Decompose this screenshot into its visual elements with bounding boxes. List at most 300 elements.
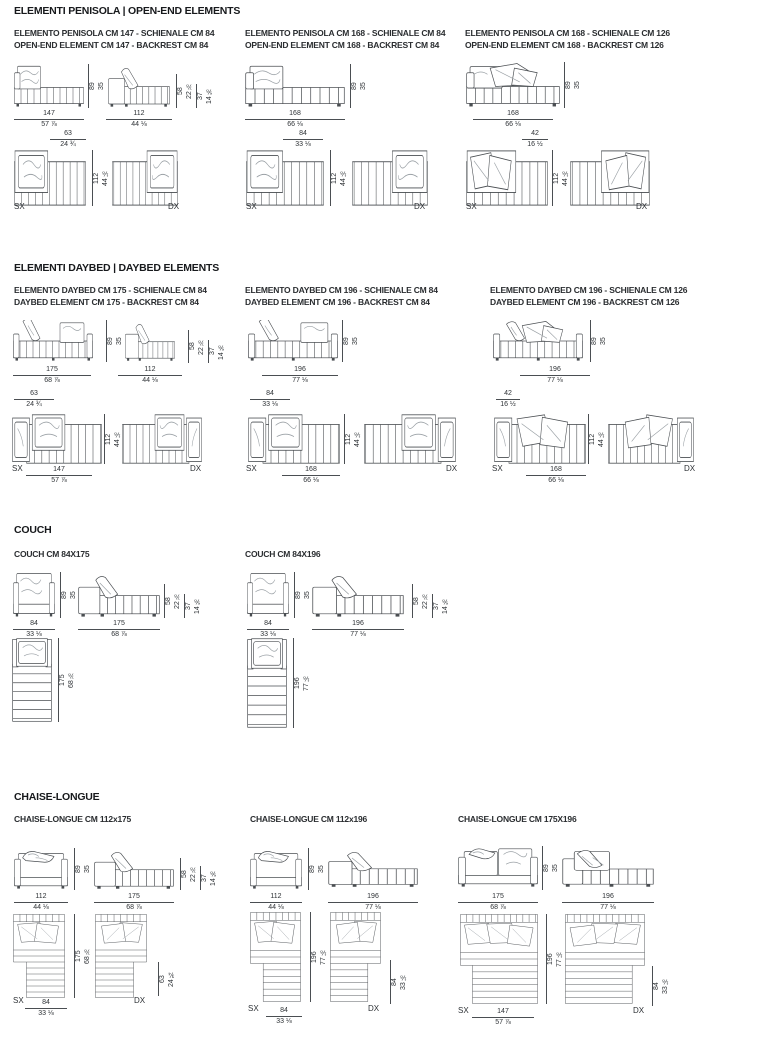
dim-cm: 58: [165, 597, 172, 605]
dim-in: 57 ⅞: [41, 121, 57, 128]
dim-cm: 58: [413, 597, 420, 605]
dim-in: 33 ⅛: [38, 1010, 54, 1017]
elevation-front-drawing: [13, 572, 55, 618]
offset-dimension: [283, 130, 323, 149]
depth-dimension: [293, 638, 312, 728]
dimension-line: [312, 629, 404, 630]
plan-dx-drawing: [565, 914, 645, 1004]
elevation-side-drawing: [328, 852, 418, 888]
item-title-line1: ELEMENTO DAYBED CM 175 - SCHIENALE CM 84: [14, 285, 207, 295]
dimension-line: [282, 475, 340, 476]
dim-in: 77 ⅛: [320, 948, 327, 966]
dim-in: 35: [352, 337, 359, 345]
depth-dimension: [330, 150, 349, 206]
width-dimension: [562, 893, 654, 912]
width-dimension: [13, 620, 55, 639]
dim-cm: 112: [345, 433, 352, 445]
width-dimension: [118, 366, 182, 385]
dimension-line: [520, 375, 590, 376]
plan-dx-drawing: [570, 150, 650, 206]
depth-dimension: [104, 414, 123, 464]
dim-cm: 58: [181, 870, 188, 878]
plan-width-dimension: [266, 1007, 302, 1026]
dim-in: 22 ⅞: [186, 82, 193, 100]
plan-sx-drawing: [466, 150, 548, 206]
height-dimension: [88, 64, 107, 108]
height-dimension: [106, 320, 125, 362]
dim-cm: 63: [30, 390, 38, 397]
dim-in: 33 ⅛: [26, 631, 42, 638]
elevation-side-drawing: [78, 576, 160, 618]
dim-in: 33 ⅛: [276, 1018, 292, 1025]
item-title-line1: CHAISE-LONGUE CM 112x196: [250, 814, 368, 824]
plan-sx-drawing: [246, 150, 324, 206]
dim-in: 16 ½: [527, 141, 543, 148]
plan-dx-drawing: [95, 914, 147, 998]
dim-in: 77 ⅛: [547, 377, 563, 384]
dim-cm: 112: [553, 172, 560, 184]
dim-cm: 37: [209, 347, 216, 356]
dx-label: DX: [684, 464, 696, 473]
dim-cm: 112: [133, 110, 145, 117]
width-dimension: [13, 366, 91, 385]
dimension-line: [262, 375, 338, 376]
dim-in: 14 ⅝: [442, 597, 449, 615]
depth-dimension: [74, 914, 93, 998]
dx-label: DX: [636, 202, 648, 211]
dim-in: 68 ⅞: [126, 904, 142, 911]
dim-cm: 147: [497, 1008, 509, 1015]
dim-cm: 196: [294, 366, 306, 373]
dim-in: 22 ⅞: [422, 592, 429, 610]
dim-cm: 89: [295, 591, 302, 599]
dimension-line: [25, 1008, 67, 1009]
dim-cm: 89: [75, 865, 82, 873]
sx-label: SX: [492, 464, 503, 473]
section-header: CHAISE-LONGUE: [14, 791, 100, 803]
elevation-side-drawing: [312, 576, 404, 618]
dim-cm: 168: [550, 466, 562, 473]
dim-in: 35: [552, 864, 559, 872]
plan-dx-drawing: [122, 414, 202, 464]
width-dimension: [78, 620, 160, 639]
dimension-line: [13, 629, 55, 630]
dim-cm: 147: [43, 110, 55, 117]
sx-label: SX: [458, 1006, 469, 1015]
dim-cm: 89: [107, 337, 114, 345]
dimension-line: [245, 119, 345, 120]
dim-cm: 89: [89, 82, 96, 90]
depth-dimension: [552, 150, 571, 206]
plan-sx-drawing: [460, 914, 538, 1004]
item-title-line1: COUCH CM 84X196: [245, 549, 321, 559]
dim-cm: 175: [113, 620, 125, 627]
dim-in: 44 ⅛: [33, 904, 49, 911]
dim-in: 68 ⅞: [44, 377, 60, 384]
item-title-line1: ELEMENTO DAYBED CM 196 - SCHIENALE CM 84: [245, 285, 438, 295]
plan-sx-drawing: [14, 150, 86, 206]
section-header: ELEMENTI DAYBED | DAYBED ELEMENTS: [14, 262, 220, 274]
dim-in: 14 ⅝: [206, 87, 213, 105]
item-title-line1: COUCH CM 84X175: [14, 549, 90, 559]
dimension-line: [14, 399, 54, 400]
dimension-line: [250, 902, 302, 903]
seat-height-dimension: [180, 858, 199, 890]
dimension-line: [522, 139, 548, 140]
dim-in: 22 ⅞: [190, 865, 197, 883]
dim-in: 44 ⅛: [598, 430, 605, 448]
seat-height-dimension: [184, 594, 203, 618]
dim-in: 66 ⅛: [548, 477, 564, 484]
seat-height-dimension: [176, 74, 195, 108]
dim-in: 35: [84, 865, 91, 873]
width-dimension: [312, 620, 404, 639]
dim-in: 35: [600, 337, 607, 345]
width-dimension: [14, 893, 68, 912]
dim-in: 35: [574, 81, 581, 89]
height-dimension: [342, 320, 361, 362]
sx-label: SX: [248, 1004, 259, 1013]
offset-dimension: [250, 390, 290, 409]
offset-dimension: [14, 390, 54, 409]
offset-dimension: [522, 130, 548, 149]
dimension-line: [328, 902, 418, 903]
width-dimension: [14, 110, 84, 129]
width-dimension: [520, 366, 590, 385]
width-dimension: [106, 110, 172, 129]
sx-label: SX: [466, 202, 477, 211]
width-dimension: [247, 620, 289, 639]
dim-in: 44 ⅛: [268, 904, 284, 911]
height-dimension: [590, 320, 609, 362]
dim-in: 68 ⅞: [111, 631, 127, 638]
sx-label: SX: [14, 202, 25, 211]
item-title-line1: CHAISE-LONGUE CM 175X196: [458, 814, 577, 824]
dimension-line: [562, 902, 654, 903]
dim-cm: 112: [105, 433, 112, 445]
dim-cm: 196: [547, 953, 554, 965]
plan-dx-drawing: [352, 150, 428, 206]
dim-cm: 196: [367, 893, 379, 900]
dx-label: DX: [190, 464, 202, 473]
sx-label: SX: [12, 464, 23, 473]
dim-in: 22 ⅞: [174, 592, 181, 610]
dim-cm: 84: [299, 130, 307, 137]
extension-dimension: [158, 962, 177, 996]
dim-cm: 196: [602, 893, 614, 900]
dim-cm: 84: [391, 978, 398, 986]
seat-height-dimension: [164, 584, 183, 618]
elevation-front-drawing: [14, 64, 84, 108]
dim-in: 33 ⅛: [400, 973, 407, 991]
dim-in: 44 ⅛: [142, 377, 158, 384]
dim-cm: 168: [289, 110, 301, 117]
width-dimension: [94, 893, 174, 912]
dim-cm: 196: [294, 677, 301, 689]
dimension-line: [266, 1016, 302, 1017]
dim-cm: 89: [351, 82, 358, 90]
dim-cm: 112: [35, 893, 47, 900]
elevation-side-drawing: [94, 852, 174, 890]
dim-in: 77 ⅛: [556, 950, 563, 968]
dim-in: 35: [304, 591, 311, 599]
plan-dx-drawing: [608, 414, 694, 464]
dim-cm: 84: [280, 1007, 288, 1014]
dim-cm: 63: [64, 130, 72, 137]
plan-dx-drawing: [364, 414, 456, 464]
height-dimension: [294, 572, 313, 618]
dim-cm: 112: [589, 433, 596, 445]
dx-label: DX: [633, 1006, 645, 1015]
dim-in: 33 ⅛: [260, 631, 276, 638]
dim-cm: 168: [507, 110, 519, 117]
dim-cm: 112: [93, 172, 100, 184]
dim-cm: 89: [61, 591, 68, 599]
offset-dimension: [496, 390, 520, 409]
dim-cm: 147: [53, 466, 65, 473]
elevation-side-drawing: [125, 324, 175, 362]
dimension-line: [250, 399, 290, 400]
dx-label: DX: [368, 1004, 380, 1013]
elevation-front-drawing: [250, 848, 302, 890]
dim-in: 33 ⅛: [262, 401, 278, 408]
depth-dimension: [92, 150, 111, 206]
dim-in: 33 ⅛: [295, 141, 311, 148]
width-dimension: [250, 893, 302, 912]
dimension-line: [458, 902, 538, 903]
dim-cm: 196: [352, 620, 364, 627]
dim-cm: 84: [42, 999, 50, 1006]
dim-cm: 63: [159, 975, 166, 983]
width-dimension: [458, 893, 538, 912]
sx-label: SX: [13, 996, 24, 1005]
dim-in: 33 ⅛: [662, 977, 669, 995]
elevation-front-drawing: [466, 62, 560, 108]
seat-height-dimension: [208, 340, 227, 363]
dim-cm: 37: [197, 92, 204, 100]
width-dimension: [328, 893, 418, 912]
dim-in: 24 ¾: [26, 401, 42, 408]
item-title-line2: OPEN-END ELEMENT CM 168 - BACKREST CM 84: [245, 40, 440, 50]
width-dimension: [473, 110, 553, 129]
dim-in: 24 ¾: [168, 970, 175, 988]
offset-dimension: [50, 130, 86, 149]
depth-dimension: [58, 638, 77, 722]
plan-sx-drawing: [12, 414, 102, 464]
section-header: ELEMENTI PENISOLA | OPEN-END ELEMENTS: [14, 5, 241, 17]
dim-in: 77 ⅛: [350, 631, 366, 638]
dim-in: 14 ⅝: [194, 597, 201, 615]
dx-label: DX: [134, 996, 146, 1005]
plan-width-dimension: [26, 466, 92, 485]
dimension-line: [14, 902, 68, 903]
dim-cm: 37: [185, 602, 192, 610]
dim-in: 57 ⅞: [495, 1019, 511, 1026]
dim-cm: 42: [504, 390, 512, 397]
dim-in: 77 ⅛: [292, 377, 308, 384]
dim-cm: 37: [201, 874, 208, 882]
item-title-line1: ELEMENTO PENISOLA CM 168 - SCHIENALE CM 84: [245, 28, 446, 38]
dimension-line: [26, 475, 92, 476]
dim-in: 35: [116, 337, 123, 345]
dim-in: 35: [98, 82, 105, 90]
seat-height-dimension: [432, 594, 451, 618]
dim-in: 44 ⅛: [354, 430, 361, 448]
elevation-front-drawing: [14, 848, 68, 890]
dim-cm: 37: [433, 602, 440, 610]
dimension-line: [50, 139, 86, 140]
dim-in: 66 ⅛: [287, 121, 303, 128]
plan-width-dimension: [472, 1008, 534, 1027]
dimension-line: [472, 1017, 534, 1018]
plan-dx-drawing: [330, 912, 381, 1002]
elevation-front-drawing: [248, 320, 338, 362]
depth-dimension: [344, 414, 363, 464]
height-dimension: [564, 62, 583, 108]
elevation-front-drawing: [458, 846, 538, 888]
dim-cm: 89: [565, 81, 572, 89]
item-title-line2: DAYBED ELEMENT CM 175 - BACKREST CM 84: [14, 297, 199, 307]
dim-cm: 175: [492, 893, 504, 900]
elevation-side-drawing: [108, 68, 170, 108]
item-title-line1: ELEMENTO DAYBED CM 196 - SCHIENALE CM 126: [490, 285, 688, 295]
dimension-line: [106, 119, 172, 120]
dx-label: DX: [414, 202, 426, 211]
sx-label: SX: [246, 202, 257, 211]
dim-in: 44 ⅛: [340, 169, 347, 187]
dim-in: 14 ⅝: [210, 869, 217, 887]
dim-in: 44 ⅛: [114, 430, 121, 448]
dimension-line: [473, 119, 553, 120]
width-dimension: [245, 110, 345, 129]
dimension-line: [14, 119, 84, 120]
elevation-side-drawing: [562, 850, 654, 888]
dx-label: DX: [168, 202, 180, 211]
height-dimension: [350, 64, 369, 108]
dim-cm: 175: [128, 893, 140, 900]
height-dimension: [542, 846, 561, 890]
item-title-line2: OPEN-END ELEMENT CM 168 - BACKREST CM 126: [465, 40, 664, 50]
extension-dimension: [390, 960, 409, 1004]
dim-in: 35: [360, 82, 367, 90]
plan-sx-drawing: [250, 912, 301, 1002]
dim-in: 68 ⅞: [490, 904, 506, 911]
seat-height-dimension: [412, 584, 431, 618]
dim-cm: 196: [311, 951, 318, 963]
dx-label: DX: [446, 464, 458, 473]
dim-cm: 175: [59, 674, 66, 686]
item-title-line1: ELEMENTO PENISOLA CM 147 - SCHIENALE CM 84: [14, 28, 215, 38]
item-title-line2: OPEN-END ELEMENT CM 147 - BACKREST CM 84: [14, 40, 209, 50]
dim-in: 14 ⅝: [218, 343, 225, 360]
dim-in: 77 ⅛: [600, 904, 616, 911]
plan-sx-drawing: [248, 414, 340, 464]
dim-cm: 58: [177, 87, 184, 95]
dim-cm: 89: [543, 864, 550, 872]
dim-cm: 89: [591, 337, 598, 345]
plan-width-dimension: [25, 999, 67, 1018]
plan-drawing: [247, 638, 287, 728]
dimension-line: [94, 902, 174, 903]
elevation-front-drawing: [13, 320, 93, 362]
dim-in: 68 ⅞: [68, 671, 75, 689]
plan-drawing: [12, 638, 52, 722]
extension-dimension: [652, 966, 671, 1006]
dim-cm: 175: [46, 366, 58, 373]
dim-in: 35: [318, 865, 325, 873]
dimension-line: [118, 375, 182, 376]
dim-cm: 58: [189, 342, 196, 351]
seat-height-dimension: [200, 866, 219, 890]
seat-height-dimension: [196, 84, 215, 108]
dim-cm: 84: [653, 982, 660, 990]
plan-width-dimension: [282, 466, 340, 485]
dim-in: 35: [70, 591, 77, 599]
height-dimension: [60, 572, 79, 618]
dim-cm: 84: [266, 390, 274, 397]
depth-dimension: [546, 914, 565, 1004]
dim-in: 68 ⅞: [84, 947, 91, 965]
sx-label: SX: [246, 464, 257, 473]
dimension-line: [283, 139, 323, 140]
dimension-line: [247, 629, 289, 630]
item-title-line1: CHAISE-LONGUE CM 112x175: [14, 814, 132, 824]
dim-in: 16 ½: [500, 401, 516, 408]
dim-in: 66 ⅛: [505, 121, 521, 128]
elevation-front-drawing: [493, 320, 583, 362]
width-dimension: [262, 366, 338, 385]
dim-cm: 112: [331, 172, 338, 184]
dim-in: 66 ⅛: [303, 477, 319, 484]
depth-dimension: [310, 912, 329, 1002]
dim-in: 57 ⅞: [51, 477, 67, 484]
dim-in: 77 ⅛: [303, 674, 310, 692]
dim-in: 22 ⅞: [198, 338, 205, 355]
item-title-line1: ELEMENTO PENISOLA CM 168 - SCHIENALE CM 126: [465, 28, 670, 38]
dim-cm: 112: [270, 893, 282, 900]
plan-width-dimension: [526, 466, 586, 485]
plan-sx-drawing: [494, 414, 586, 464]
section-header: COUCH: [14, 524, 52, 536]
dim-cm: 112: [144, 366, 156, 373]
seat-height-dimension: [188, 330, 207, 363]
dim-cm: 84: [30, 620, 38, 627]
dim-cm: 89: [343, 337, 350, 345]
dimension-line: [78, 629, 160, 630]
height-dimension: [74, 848, 93, 890]
dim-cm: 168: [305, 466, 317, 473]
dim-cm: 42: [531, 130, 539, 137]
dim-in: 44 ⅛: [102, 169, 109, 187]
elevation-front-drawing: [247, 572, 289, 618]
depth-dimension: [588, 414, 607, 464]
dim-cm: 89: [309, 865, 316, 873]
dim-in: 44 ⅛: [562, 169, 569, 187]
dimension-line: [13, 375, 91, 376]
dim-in: 44 ⅛: [131, 121, 147, 128]
elevation-front-drawing: [245, 64, 345, 108]
dim-cm: 175: [75, 950, 82, 962]
dim-in: 77 ⅛: [365, 904, 381, 911]
item-title-line2: DAYBED ELEMENT CM 196 - BACKREST CM 126: [490, 297, 680, 307]
item-title-line2: DAYBED ELEMENT CM 196 - BACKREST CM 84: [245, 297, 430, 307]
dim-in: 24 ¾: [60, 141, 76, 148]
dimension-line: [496, 399, 520, 400]
height-dimension: [308, 848, 327, 890]
dim-cm: 196: [549, 366, 561, 373]
dim-cm: 84: [264, 620, 272, 627]
plan-dx-drawing: [112, 150, 178, 206]
